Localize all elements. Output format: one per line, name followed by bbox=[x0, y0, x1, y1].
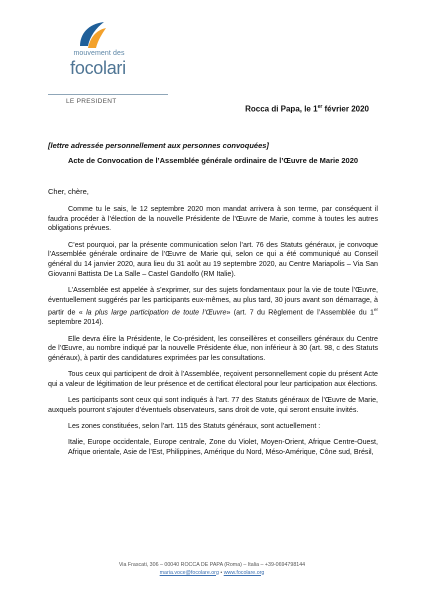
sender-role: LE PRESIDENT bbox=[66, 98, 117, 105]
paragraph-6: Les participants sont ceux qui sont indiqués à l’art. 77 des Statuts généraux de l’Œuvre de Marie, auxquels pourront s’ajouter d’éventuels observateurs, sans droit de vote, qui seront ensuite invités. bbox=[48, 396, 378, 414]
zones-list: Italie, Europe occidentale, Europe centrale, Zone du Violet, Moyen-Orient, Afrique Centre-Ouest, Afrique orientale, Asie de l’Est, Philippines, Amérique du Nord, Méso-Amérique, Cône sud, Brésil, bbox=[68, 438, 378, 456]
letter-greeting: Cher, chère, bbox=[48, 187, 89, 196]
footer-address: Via Frascati, 306 – 00040 ROCCA DE PAPA (Roma) – Italia – +39-0694798144 bbox=[118, 562, 306, 568]
footer-separator: • bbox=[218, 569, 224, 576]
paragraph-3-quote: la plus large participation de toute l’Œuvre bbox=[86, 308, 227, 317]
paragraph-4: Elle devra élire la Présidente, le Co-président, les conseillères et conseillers généraux du Centre de l’Œuvre, au nombre indiqué par la nouvelle Présidente élue, non inférieur à 30 (art. 98, c des Statuts généraux), à partir des candidatures exprimées par les consultations. bbox=[48, 334, 378, 362]
date-line bbox=[245, 104, 369, 114]
paragraph-3-part-a: L’Assemblée est appelée à s’exprimer, sur des sujets fondamentaux pour la vie de toute l’Œuvre, éventuellement suggérés par les participants eux-mêmes, au plus tard, 30 jours avant son démarrage, à partir de « bbox=[48, 285, 378, 317]
date-place: Rocca di Papa, le 1 bbox=[245, 104, 318, 114]
organization-logo bbox=[58, 20, 138, 92]
focolari-logo-icon bbox=[74, 20, 108, 50]
letter-subject: Acte de Convocation de l’Assemblée générale ordinaire de l’Œuvre de Marie 2020 bbox=[67, 156, 359, 165]
footer-email-link[interactable]: maria.voce@focolare.org bbox=[159, 569, 219, 576]
letter-body bbox=[48, 205, 378, 464]
date-rest: février 2020 bbox=[322, 104, 369, 114]
logo-name: focolari bbox=[70, 58, 126, 78]
paragraph-3-part-c: septembre 2014). bbox=[48, 318, 104, 327]
letter-footer bbox=[0, 562, 424, 577]
paragraph-7: Les zones constituées, selon l’art. 115 des Statuts généraux, sont actuellement : bbox=[68, 422, 321, 431]
logo-subtitle: mouvement des bbox=[73, 50, 125, 57]
paragraph-1: Comme tu le sais, le 12 septembre 2020 mon mandat arrivera à son terme, par conséquent il faudra procéder à l’élection de la nouvelle Présidente de l’Œuvre de Marie, comme à toutes les autres obligations prévues. bbox=[48, 205, 378, 233]
paragraph-3-part-b: » (art. 7 du Règlement de l’Assemblée du 1 bbox=[226, 308, 374, 317]
paragraph-3 bbox=[48, 286, 378, 328]
footer-website-link[interactable]: www.focolare.org bbox=[223, 569, 265, 576]
paragraph-2: C’est pourquoi, par la présente communication selon l’art. 76 des Statuts généraux, je convoque l’Assemblée générale ordinaire de l’Œuvre de Marie qui, selon ce qui a été communiqué au Conseil général du 14 janvier 2020, aura lieu du 31 août au 19 septembre 2020, au Centre Mariapolis – Via San Giovanni Battista De La Salle – Castel Gandolfo (RM Italie). bbox=[48, 240, 378, 278]
paragraph-3-superscript: er bbox=[373, 307, 378, 313]
footer-contacts bbox=[0, 570, 424, 578]
paragraph-5: Tous ceux qui participent de droit à l’Assemblée, reçoivent personnellement copie du présent Acte qui a valeur de légitimation de leur présence et de certificat électoral pour leur participation aux élections. bbox=[48, 370, 378, 388]
date-superscript: er bbox=[317, 104, 323, 110]
letter-tag: [lettre adressée personnellement aux personnes convoquées] bbox=[48, 141, 269, 150]
sender-role-block bbox=[48, 94, 168, 105]
